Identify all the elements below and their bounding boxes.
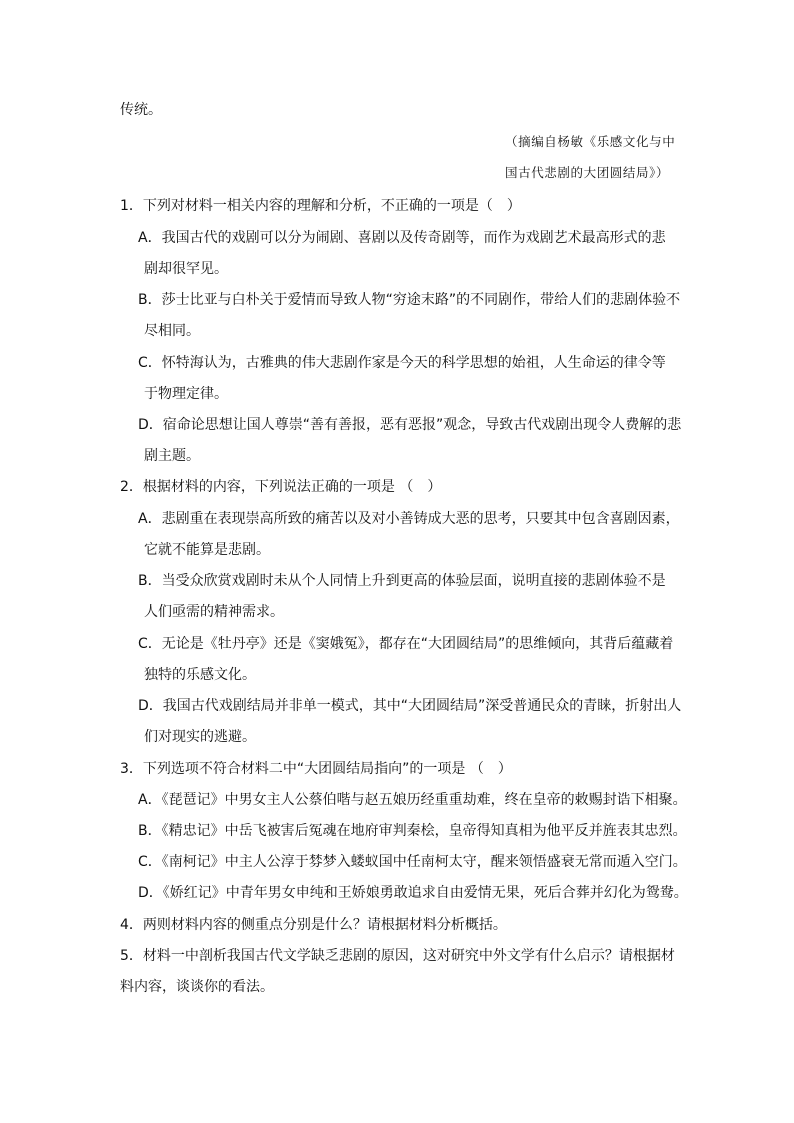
source-citation-line-1: （摘编自杨敏《乐感文化与中 — [505, 134, 676, 149]
question-3-option-c: C．《南柯记》中主人公淳于棼梦入蝼蚁国中任南柯太守，醒来领悟盛衰无常而遁入空门。 — [138, 854, 687, 870]
question-1-option-c-cont: 于物理定律。 — [144, 386, 228, 402]
question-4-stem: 4．两则材料内容的侧重点分别是什么？请根据材料分析概括。 — [120, 917, 507, 933]
question-3-option-d: D．《娇红记》中青年男女申纯和王娇娘勇敢追求自由爱情无果，死后合葬并幻化为鸳鸯。 — [138, 885, 688, 901]
question-1-option-c: C．怀特海认为，古雅典的伟大悲剧作家是今天的科学思想的始祖，人生命运的律令等 — [138, 355, 666, 371]
question-2-stem: 2．根据材料的内容，下列说法正确的一项是 （ ） — [120, 479, 442, 495]
question-3-stem: 3．下列选项不符合材料二中“大团圆结局指向”的一项是 （ ） — [120, 761, 512, 777]
question-5-stem-cont: 料内容，谈谈你的看法。 — [120, 979, 274, 995]
question-1-option-b: B．莎士比亚与白朴关于爱情而导致人物“穷途末路”的不同剧作，带给人们的悲剧体验不 — [138, 292, 681, 308]
question-2-option-c-cont: 独特的乐感文化。 — [144, 667, 256, 683]
question-3-option-b: B．《精忠记》中岳飞被害后冤魂在地府审判秦桧，皇帝得知真相为他平反并旌表其忠烈。 — [138, 823, 687, 839]
question-2-option-c: C．无论是《牡丹亭》还是《窦娥冤》，都存在“大团圆结局”的思维倾向，其背后蕴藏着 — [138, 636, 674, 652]
lead-line: 传统。 — [120, 102, 162, 118]
question-2-option-d-cont: 们对现实的逃避。 — [144, 729, 256, 745]
question-1-option-a-cont: 剧却很罕见。 — [144, 261, 228, 277]
question-2-option-a: A．悲剧重在表现崇高所致的痛苦以及对小善铸成大恶的思考，只要其中包含喜剧因素， — [138, 511, 680, 527]
question-2-option-a-cont: 它就不能算是悲剧。 — [144, 542, 270, 558]
question-3-option-a: A．《琵琶记》中男女主人公蔡伯喈与赵五娘历经重重劫难，终在皇帝的敕赐封诰下相聚。 — [138, 792, 687, 808]
question-2-option-d: D．我国古代戏剧结局并非单一模式，其中“大团圆结局”深受普通民众的青睐，折射出人 — [138, 698, 682, 714]
question-1-stem: 1．下列对材料一相关内容的理解和分析，不正确的一项是（ ） — [120, 198, 521, 214]
question-1-option-d: D．宿命论思想让国人尊崇“善有善报，恶有恶报”观念，导致古代戏剧出现令人费解的悲 — [138, 417, 682, 433]
question-1-option-a: A．我国古代的戏剧可以分为闹剧、喜剧以及传奇剧等，而作为戏剧艺术最高形式的悲 — [138, 230, 666, 246]
question-1-option-b-cont: 尽相同。 — [144, 323, 200, 339]
question-2-option-b: B．当受众欣赏戏剧时未从个人同情上升到更高的体验层面，说明直接的悲剧体验不是 — [138, 573, 666, 589]
question-5-stem: 5．材料一中剖析我国古代文学缺乏悲剧的原因，这对研究中外文学有什么启示？请根据材 — [120, 948, 675, 964]
question-2-option-b-cont: 人们亟需的精神需求。 — [144, 604, 284, 620]
source-citation-line-2: 国古代悲剧的大团圆结局》） — [505, 165, 670, 180]
question-1-option-d-cont: 剧主题。 — [144, 448, 200, 464]
